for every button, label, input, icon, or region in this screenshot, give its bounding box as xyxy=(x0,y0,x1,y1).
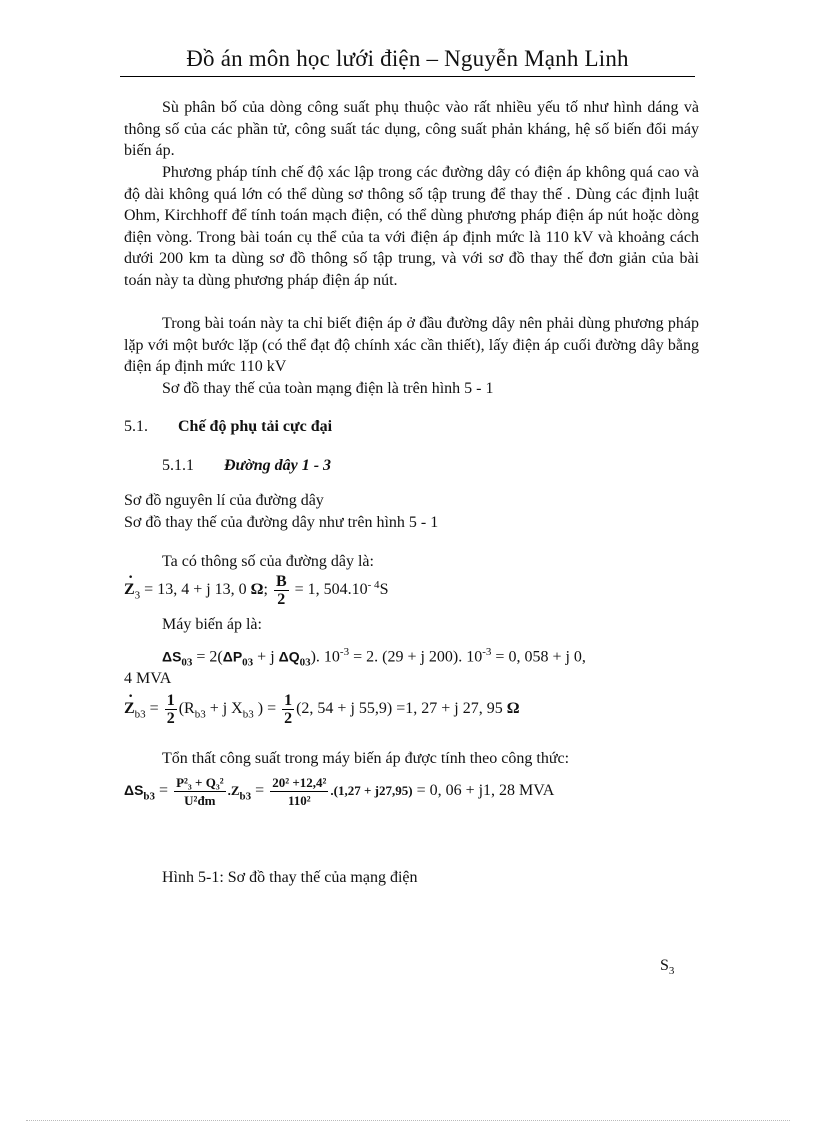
zb3-value: (2, 54 + j 55,9) =1, 27 + j 27, 95 xyxy=(296,700,503,718)
paragraph-scheme xyxy=(124,378,699,400)
subsection-number: 5.1.1 xyxy=(162,457,194,474)
figure-caption: Hình 5-1: Sơ đồ thay thế của mạng điện xyxy=(162,869,418,886)
b-unit: S xyxy=(379,581,389,599)
dq0-subscript: 03 xyxy=(299,656,311,669)
ds0-exp-1: -3 xyxy=(339,646,350,658)
ds0-mid: = 2( xyxy=(196,648,223,666)
page-bottom-border xyxy=(26,1120,790,1121)
page-header-title: Đồ án môn học lưới điện – Nguyễn Mạnh Linh xyxy=(186,46,629,71)
ds0-subscript: 03 xyxy=(181,656,193,669)
node-label-main: S xyxy=(660,957,669,974)
b-half-fraction: $\frac{B}{2}$ xyxy=(275,573,287,608)
zb3-mid3: ) = xyxy=(257,700,277,718)
formula-zb3: · $Z_{b3}$ = $\frac{1}{2}$ ($R_{b3} + j$ $X_{b3}$ ) = $\frac{1}{2}$ (2, 54 + j 55,9) =1, 27 + j 27, 95 Ω xyxy=(124,688,520,727)
paragraph-text: Sơ đồ thay thế của toàn mạng điện là trên hình 5 - 1 xyxy=(162,380,494,397)
loss-fraction: $\frac{\text{P²₃ + Q₃²}}{\text{U²đm}}$ xyxy=(176,775,224,808)
dp0-subscript: 03 xyxy=(242,656,254,669)
loss-multiplier: .(1,27 + j27,95) xyxy=(330,783,413,799)
zb3-mid: (R xyxy=(178,700,195,718)
ohm-symbol-2: Ω xyxy=(506,700,520,718)
ds0-tail-2: = 2. (29 + j 200). 10 xyxy=(353,648,483,666)
paragraph-text: Sù phân bố của dòng công suất phụ thuộc vào rất nhiều yếu tố như hình dáng và thông số của các phần tử, công suất tác dụng, công suất phản kháng, hệ số biến đổi máy biến áp. xyxy=(124,99,699,159)
paragraph-iteration xyxy=(124,313,699,378)
z3-symbol: · Z xyxy=(124,569,135,599)
line-diagram-principle: Sơ đồ nguyên lí của đường dây xyxy=(124,492,324,509)
node-label-sub: 3 xyxy=(668,965,675,978)
line-params-intro: Ta có thông số của đường dây là: xyxy=(162,553,374,570)
line-loss-intro: Tổn thất công suất trong máy biến áp được tính theo công thức: xyxy=(162,750,570,767)
loss-symbol: ΔS xyxy=(124,782,144,799)
formula-loss: $\Delta S_{b3}$ = $\frac{\text{P²₃ + Q₃²}}{\text{U²đm}}$ $.Z_{b3}$ = $\frac{\text{20² +12,4²}}{\text{110²}}$ .(1,27 + j27,95) = 0, 06 + j1, 28 MVA xyxy=(124,775,555,808)
z3-value: = 13, 4 + j 13, 0 xyxy=(144,581,247,599)
zb3-r-subscript: b3 xyxy=(194,708,206,721)
paragraph-power-distribution xyxy=(124,97,699,162)
z3-subscript: 3 xyxy=(134,589,141,602)
dq0-symbol: ΔQ xyxy=(278,648,300,665)
ds0-continuation: 4 MVA xyxy=(124,670,172,687)
header-rule xyxy=(120,76,695,77)
paragraph-text: Phương pháp tính chế độ xác lập trong các đường dây có điện áp không quá cao và độ dài không quá lớn có thể dùng sơ thông số tập trung để thay thế . Dùng các định luật Ohm, Kirchhoff để tính toán mạch điện, có thể dùng phương pháp điện áp nút hoặc dòng điện vòng. Trong bài toán cụ thể của ta với điện áp định mức là 110 kV và khoảng cách dưới 200 km ta dùng sơ đồ thông số tập trung, và với sơ đồ thay thế đơn giản của bài toán này ta dùng phương pháp điện áp nút. xyxy=(124,164,699,289)
ds0-tail-1: ). 10 xyxy=(310,648,340,666)
section-number: 5.1. xyxy=(124,418,148,435)
ds0-j: + j xyxy=(257,648,275,666)
half-fraction-1: $\frac{1}{2}$ xyxy=(166,692,175,727)
zb3-mid2: + j X xyxy=(209,700,243,718)
node-label-s3 xyxy=(660,957,674,977)
paragraph-text: Trong bài toán này ta chỉ biết điện áp ở đầu đường dây nên phải dùng phương pháp lặp với một bước lặp (có thể đạt độ chính xác cần thiết), lấy điện áp cuối đường dây bằng điện áp định mức 110 kV xyxy=(124,315,699,375)
zb3-symbol: · Z xyxy=(124,688,135,718)
loss-subscript: b3 xyxy=(143,790,156,803)
b-exponent: - 4 xyxy=(367,578,380,591)
formula-ds0 xyxy=(162,646,586,669)
zb3-x-subscript: b3 xyxy=(242,708,254,721)
loss-z: .Z xyxy=(227,783,240,799)
ds0-exp-2: -3 xyxy=(482,646,492,658)
section-heading xyxy=(124,418,332,436)
loss-z-subscript: b3 xyxy=(239,790,252,803)
subsection-heading xyxy=(162,457,331,475)
half-fraction-2: $\frac{1}{2}$ xyxy=(284,692,293,727)
ds0-symbol: ΔS xyxy=(162,648,182,665)
paragraph-method xyxy=(124,162,699,291)
ds0-tail-3: = 0, 058 + j 0, xyxy=(495,648,586,666)
section-title: Chế độ phụ tải cực đại xyxy=(178,418,333,435)
ohm-symbol: Ω xyxy=(250,581,264,599)
formula-z3: · $Z_3 = 13$, 4 + j 13, 0 Ω; $\frac{B}{2}$ = 1, $504.10^{- 4}S$ xyxy=(124,569,389,608)
b-value: = 1, 504.10 xyxy=(294,581,368,599)
loss-result: = 0, 06 + j1, 28 MVA xyxy=(416,782,555,800)
dp0-symbol: ΔP xyxy=(222,648,243,665)
zb3-subscript: b3 xyxy=(134,708,146,721)
subsection-title: Đường dây 1 - 3 xyxy=(224,457,332,474)
loss-fraction-numeric: $\frac{\text{20² +12,4²}}{\text{110²}}$ xyxy=(272,775,327,808)
line-transformer-intro: Máy biến áp là: xyxy=(162,616,262,633)
line-diagram-equivalent: Sơ đồ thay thế của đường dây như trên hình 5 - 1 xyxy=(124,514,439,531)
